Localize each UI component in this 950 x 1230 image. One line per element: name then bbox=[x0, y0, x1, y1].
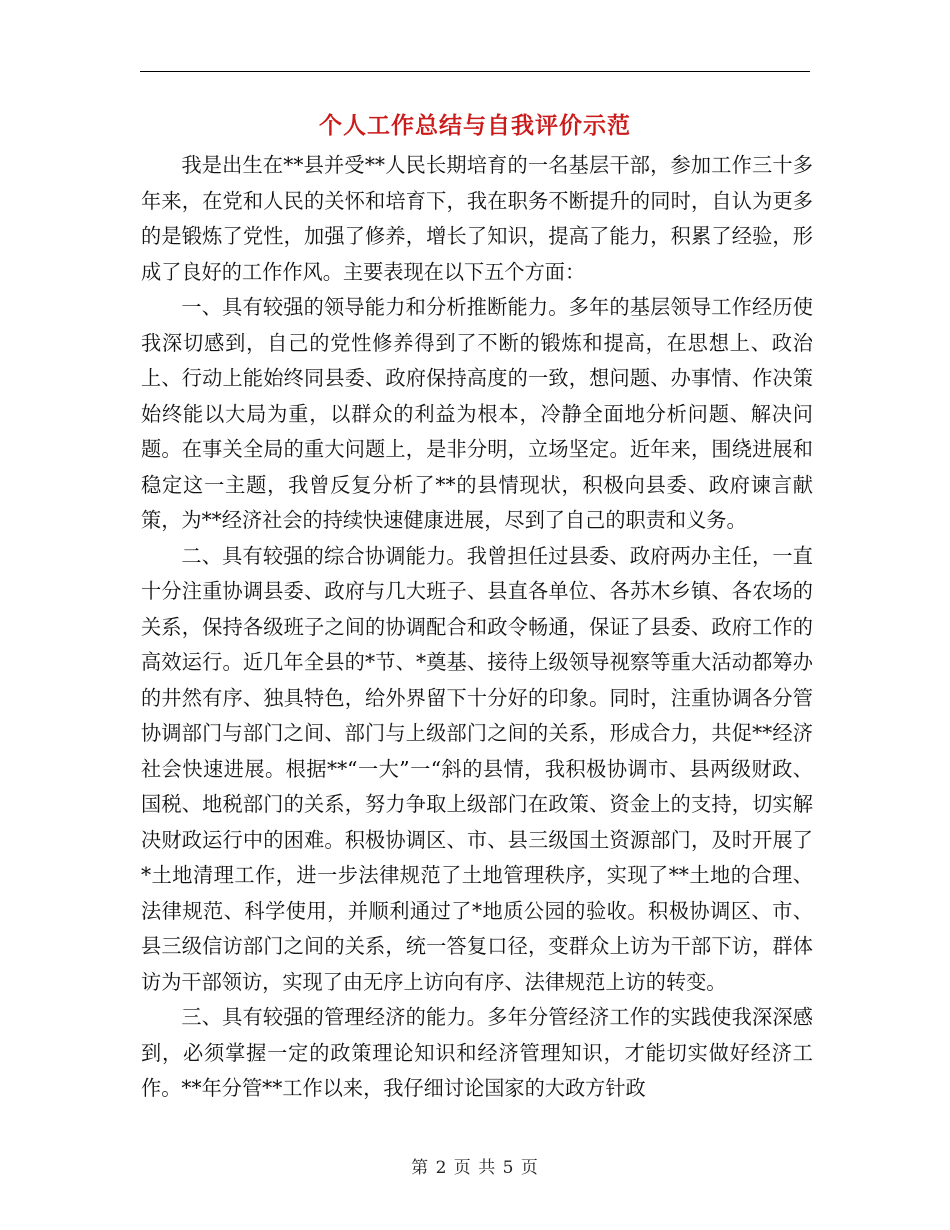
paragraph-economic-management: 三、具有较强的管理经济的能力。多年分管经济工作的实践使我深深感到，必须掌握一定的政策理论知识和经济管理知识，才能切实做好经济工作。**年分管**工作以来，我仔细讨论国家的大政方针政 bbox=[141, 1005, 813, 1100]
document-body bbox=[141, 148, 813, 1107]
paragraph-coordination: 二、具有较强的综合协调能力。我曾担任过县委、政府两办主任，一直十分注重协调县委、政府与几大班子、县直各单位、各苏木乡镇、各农场的关系，保持各级班子之间的协调配合和政令畅通，保证了县委、政府工作的高效运行。近几年全县的*节、*奠基、接待上级领导视察等重大活动都筹办的井然有序、独具特色，给外界留下十分好的印象。同时，注重协调各分管协调部门与部门之间、部门与上级部门之间的关系，形成合力，共促**经济社会快速进展。根据**“一大”一“斜的县情，我积极协调市、县两级财政、国税、地税部门的关系，努力争取上级部门在政策、资金上的支持，切实解决财政运行中的困难。积极协调区、市、县三级国土资源部门，及时开展了*土地清理工作，进一步法律规范了土地管理秩序，实现了**土地的合理、法律规范、科学使用，并顺利通过了*地质公园的验收。积极协调区、市、县三级信访部门之间的关系，统一答复口径，变群众上访为干部下访，群体访为干部领访，实现了由无序上访向有序、法律规范上访的转变。 bbox=[141, 543, 813, 994]
header-rule bbox=[140, 71, 810, 72]
paragraph-leadership: 一、具有较强的领导能力和分析推断能力。多年的基层领导工作经历使我深切感到，自己的党性修养得到了不断的锻炼和提高，在思想上、政治上、行动上能始终同县委、政府保持高度的一致，想问题、办事情、作决策始终能以大局为重，以群众的利益为根本，冷静全面地分析问题、解决问题。在事关全局的重大问题上，是非分明，立场坚定。近年来，围绕进展和稳定这一主题，我曾反复分析了**的县情现状，积极向县委、政府谏言献策，为**经济社会的持续快速健康进展，尽到了自己的职责和义务。 bbox=[141, 295, 813, 532]
page-number: 第 2 页 共 5 页 bbox=[411, 1158, 539, 1178]
document-title: 个人工作总结与自我评价示范 bbox=[319, 112, 631, 139]
paragraph-intro: 我是出生在**县并受**人民长期培育的一名基层干部，参加工作三十多年来，在党和人民的关怀和培育下，我在职务不断提升的同时，自认为更多的是锻炼了党性，加强了修养，增长了知识，提高了能力，积累了经验，形成了良好的工作作风。主要表现在以下五个方面： bbox=[141, 153, 813, 284]
